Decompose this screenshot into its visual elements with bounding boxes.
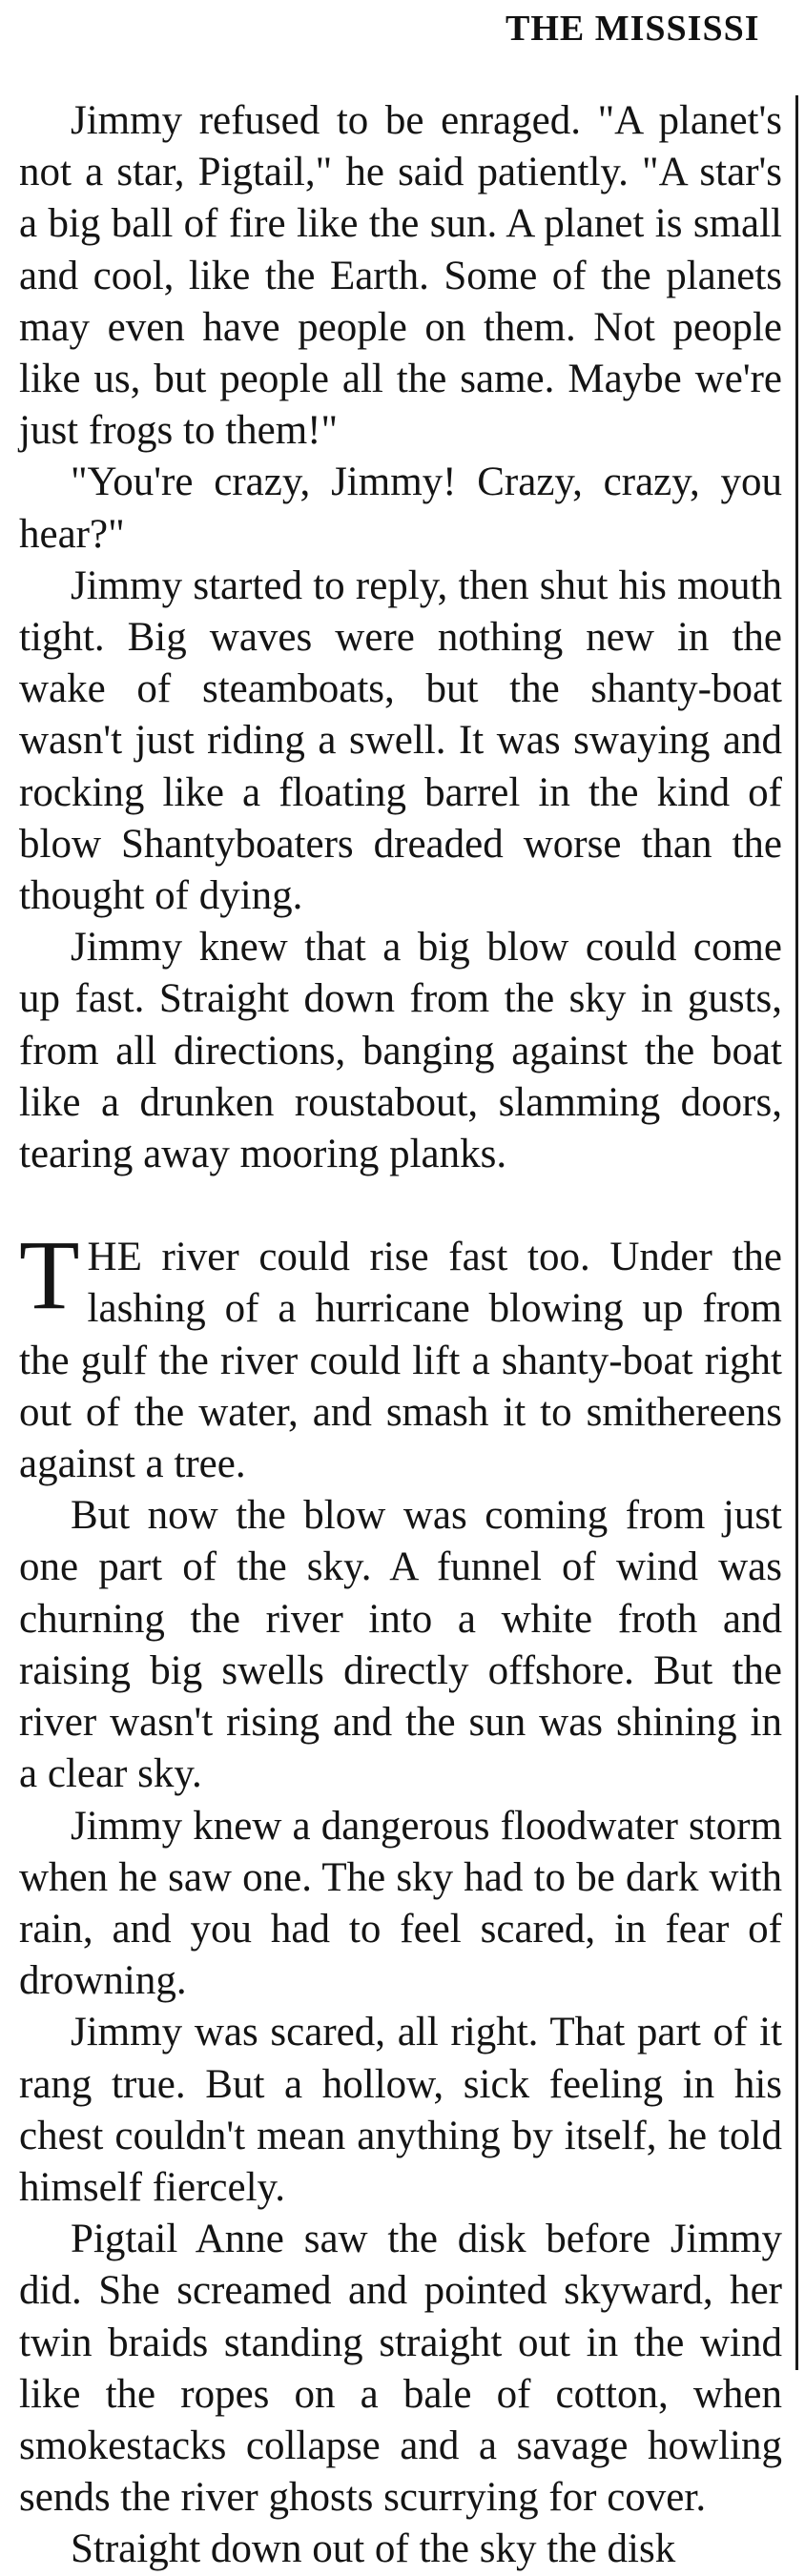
paragraph: Jimmy started to reply, then shut his mouth tight. Big waves were nothing new in the wake of steamboats, but the shanty-boat wasn't just riding a swell. It was swaying and rocking like a floating barrel in the kind of blow Shantyboaters dreaded worse than the thought of dying. [19, 562, 782, 919]
paragraph: "You're crazy, Jimmy! Crazy, crazy, you hear?" [19, 460, 782, 557]
paragraph: But now the blow was coming from just one part of the sky. A funnel of wind was churning the river into a white froth and raising big swells directly offshore. But the river wasn't rising and the sun was shining in a clear sky. [19, 1493, 782, 1797]
paragraph: Jimmy knew a dangerous floodwater storm when he saw one. The sky had to be dark with rain, and you had to feel scared, in fear of drowning. [19, 1803, 782, 2004]
paragraph: Jimmy was scared, all right. That part of it rang true. But a hollow, sick feeling in his chest couldn't mean anything by itself, he told himself fiercely. [19, 2010, 782, 2210]
paragraph-text: river could rise fast too. Under the lashing of a hurricane blowing up from the gulf the river could lift a shanty-boat right out of the water, and smash it to smithereens against a tree. [19, 1235, 782, 1487]
paragraph: Pigtail Anne saw the disk before Jimmy did. She screamed and pointed skyward, her twin braids standing straight out in the wind like the ropes on a bale of cotton, when smokestacks collapse and a savage howling sends the river ghosts scurrying for cover. [19, 2217, 782, 2521]
paragraph: Straight down out of the sky the disk [71, 2526, 676, 2572]
paragraph: Jimmy knew that a big blow could come up fast. Straight down from the sky in gusts, from all directions, banging against the boat like a drunken roustabout, slamming doors, tearing away mooring planks. [19, 925, 782, 1177]
running-head: THE MISSISSI [506, 9, 760, 49]
paragraph: Jimmy refused to be enraged. "A planet's not a star, Pigtail," he said patiently. "A star's a big ball of fire like the sun. A planet is small and cool, like the Earth. Some of the planets may even have people on them. Not people like us, but people all the same. Maybe we're just frogs to them!" [19, 98, 782, 454]
column-rule [795, 95, 798, 2370]
drop-cap: T [19, 1220, 80, 1331]
section-paragraph [19, 1220, 782, 1490]
small-caps-lead: HE [87, 1235, 142, 1280]
text-column [19, 95, 782, 2576]
